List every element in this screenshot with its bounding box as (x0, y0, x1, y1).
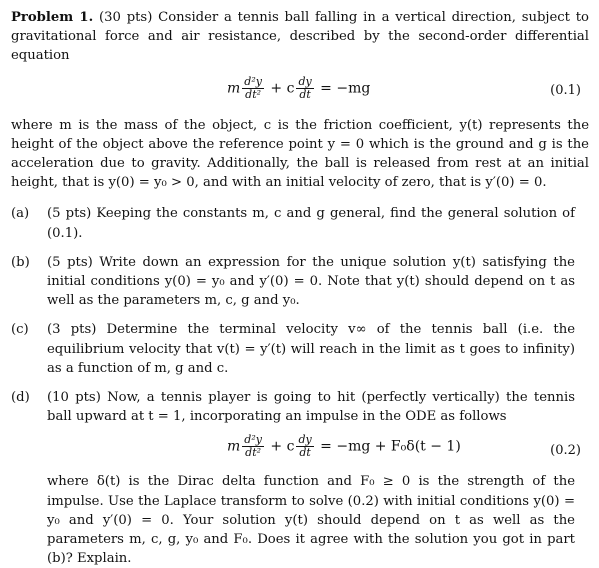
equation-0-1-body (227, 76, 370, 101)
parts-list (11, 204, 589, 568)
equation-number-0-1: (0.1) (550, 82, 581, 98)
eq2-frac-dy-dt: $\frac{dy}{dt}$ (298, 433, 312, 460)
part-b (11, 253, 589, 311)
part-c-label: (c) (11, 322, 29, 338)
eq2-m: m (227, 438, 241, 455)
equation-number-0-2: (0.2) (550, 443, 581, 459)
equation-0-1 (11, 70, 589, 110)
part-a-label: (a) (11, 206, 30, 222)
problem-intro (11, 8, 589, 66)
eq2-plus-c: + c (270, 438, 295, 455)
part-b-label: (b) (11, 254, 30, 270)
part-d-body (47, 388, 589, 568)
part-b-text: (5 pts) Write down an expression for the unique solution y(t) satisfying the initial conditions y(0) = y₀ and y′(0) = 0. Note that y(t) should depend on t as well as the parameters m, c, g and y₀. (47, 254, 575, 309)
part-d-text-before: (10 pts) Now, a tennis player is going to hit (perfectly vertically) the tennis ball upward at t = 1, incorporating an impulse in the ODE as follows (47, 390, 575, 425)
part-d-label: (d) (11, 390, 30, 406)
problem-intro-text: Consider a tennis ball falling in a vertical direction, subject to gravitational force and air resistance, described by the second-order differential equation (11, 10, 589, 64)
problem-description: where m is the mass of the object, c is the friction coefficient, y(t) represents the height of the object above the reference point y = 0 which is the ground and g is the acceleration due to gravity. Additionally, the ball is released from rest at an initial height, that is y(0) = y₀ > 0, and with an initial velocity of zero, that is y′(0) = 0. (11, 117, 589, 191)
eq1-plus-c: + c (270, 80, 295, 97)
eq1-frac-dy-dt: $\frac{dy}{dt}$ (298, 74, 312, 101)
eq2-frac-d2y-dt2: $\frac{\text{d²y}}{\text{dt²}}$ (244, 433, 262, 460)
part-d (11, 388, 589, 568)
eq2-rhs: = −mg + F₀δ(t − 1) (320, 438, 461, 455)
problem-points: (30 pts) (98, 10, 153, 25)
part-a (11, 204, 589, 242)
part-c-text: (3 pts) Determine the terminal velocity v∞ of the tennis ball (i.e. the equilibrium velocity that v(t) = y′(t) will reach in the limit as t goes to infinity) as a function of m, g and c. (47, 322, 575, 376)
eq1-rhs: = −mg (320, 80, 371, 97)
equation-0-2-body (227, 434, 461, 459)
part-d-text-after: where δ(t) is the Dirac delta function and F₀ ≥ 0 is the strength of the impulse. Use the Laplace transform to solve (0.2) with initial conditions y(0) = y₀ and y′(0) = 0. Your solution y(t) should depend on t as well as the parameters m, c, g, y₀ and F₀. Does it agree with the solution you got in part (b)? Explain. (47, 474, 575, 567)
part-a-text: (5 pts) Keeping the constants m, c and g general, find the general solution of (0.1). (47, 206, 575, 241)
equation-0-2 (11, 428, 581, 470)
eq1-m: m (227, 80, 241, 97)
problem-label: Problem 1. (11, 10, 94, 25)
eq1-frac-d2y-dt2: $\frac{\text{d²y}}{\text{dt²}}$ (244, 74, 262, 101)
part-c (11, 320, 589, 378)
